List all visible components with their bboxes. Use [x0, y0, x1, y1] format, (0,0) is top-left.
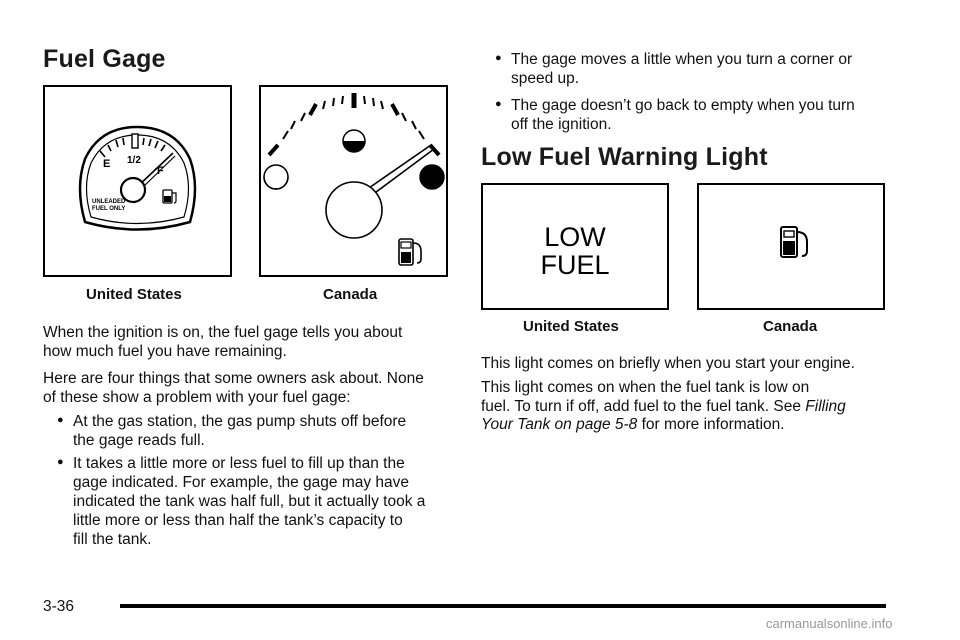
bullet-item-1: [57, 412, 407, 450]
bullet-2-line-5: fill the tank.: [73, 531, 152, 548]
low-fuel-text-line-2: FUEL: [540, 250, 610, 280]
footer-rule: [120, 604, 886, 608]
bullet-marker: ●: [495, 52, 502, 64]
low-fuel-para-2-line-3: [481, 415, 785, 434]
us-fuel-gauge-illustration: [45, 87, 230, 275]
canada-fuel-gauge-figure: [259, 85, 448, 277]
filling-your-tank-link-part-2[interactable]: Your Tank on page 5-8: [481, 416, 638, 433]
low-fuel-para-2-text-b: for more information.: [641, 416, 785, 433]
section-title-low-fuel: Low Fuel Warning Light: [481, 143, 768, 171]
bullet-3-line-1: The gage moves a little when you turn a corner or: [511, 51, 853, 68]
bullet-marker: ●: [495, 98, 502, 110]
low-fuel-para-1: This light comes on briefly when you start your engine.: [481, 355, 855, 372]
fuel-pump-icon: [699, 185, 883, 308]
bullet-marker: ●: [57, 456, 64, 468]
bullet-item-3: [495, 50, 853, 88]
bullet-2-line-4: little more or less than half the tank’s capacity to: [73, 512, 403, 529]
bullet-item-2: [57, 454, 426, 549]
bullet-2-line-1: It takes a little more or less fuel to fill up than the: [73, 455, 405, 472]
fuel-pump-icon: [163, 190, 176, 203]
gauge-label-fuel-only: FUEL ONLY: [92, 206, 126, 212]
caption-canada-low-fuel: Canada: [763, 318, 818, 335]
bullet-item-4: [495, 96, 855, 134]
page-number: 3-36: [43, 598, 75, 615]
filling-your-tank-link-part-1[interactable]: Filling: [805, 398, 846, 415]
gauge-label-unleaded: UNLEADED: [92, 199, 126, 205]
low-fuel-para-2-line-1: This light comes on when the fuel tank is low on: [481, 379, 810, 396]
fuel-gage-para-1-line-2: how much fuel you have remaining.: [43, 343, 287, 360]
bullet-1-line-2: the gage reads full.: [73, 432, 205, 449]
caption-canada: Canada: [323, 286, 378, 303]
canada-fuel-gauge-illustration: [261, 87, 446, 275]
gauge-label-empty: E: [103, 158, 111, 170]
gauge-label-half: 1/2: [127, 155, 141, 166]
section-title-fuel-gage: Fuel Gage: [43, 45, 166, 73]
caption-us: United States: [86, 286, 182, 303]
bullet-4-line-2: off the ignition.: [511, 116, 612, 133]
bullet-2-line-3: indicated the tank was half full, but it actually took a: [73, 493, 426, 510]
bullet-2-line-2: gage indicated. For example, the gage may have: [73, 474, 410, 491]
low-fuel-para-2-line-2: [481, 397, 846, 416]
fuel-pump-icon: [399, 239, 421, 265]
fuel-gage-para-2-line-1: Here are four things that some owners ask about. None: [43, 370, 424, 387]
us-low-fuel-light-figure: [481, 183, 669, 310]
gauge-label-full: F: [157, 165, 164, 177]
low-fuel-para-2-text-a: fuel. To turn if off, add fuel to the fuel tank. See: [481, 398, 801, 415]
us-fuel-gauge-figure: [43, 85, 232, 277]
low-fuel-text-line-1: LOW: [544, 222, 606, 252]
fuel-gage-para-1-line-1: When the ignition is on, the fuel gage tells you about: [43, 324, 403, 341]
watermark: carmanualsonline.info: [766, 616, 893, 631]
bullet-marker: ●: [57, 414, 64, 426]
canada-low-fuel-light-figure: [697, 183, 885, 310]
fuel-gage-para-2-line-2: of these show a problem with your fuel gage:: [43, 389, 351, 406]
bullet-3-line-2: speed up.: [511, 70, 580, 87]
caption-us-low-fuel: United States: [523, 318, 619, 335]
bullet-4-line-1: The gage doesn’t go back to empty when you turn: [511, 97, 855, 114]
bullet-1-line-1: At the gas station, the gas pump shuts off before: [73, 413, 407, 430]
